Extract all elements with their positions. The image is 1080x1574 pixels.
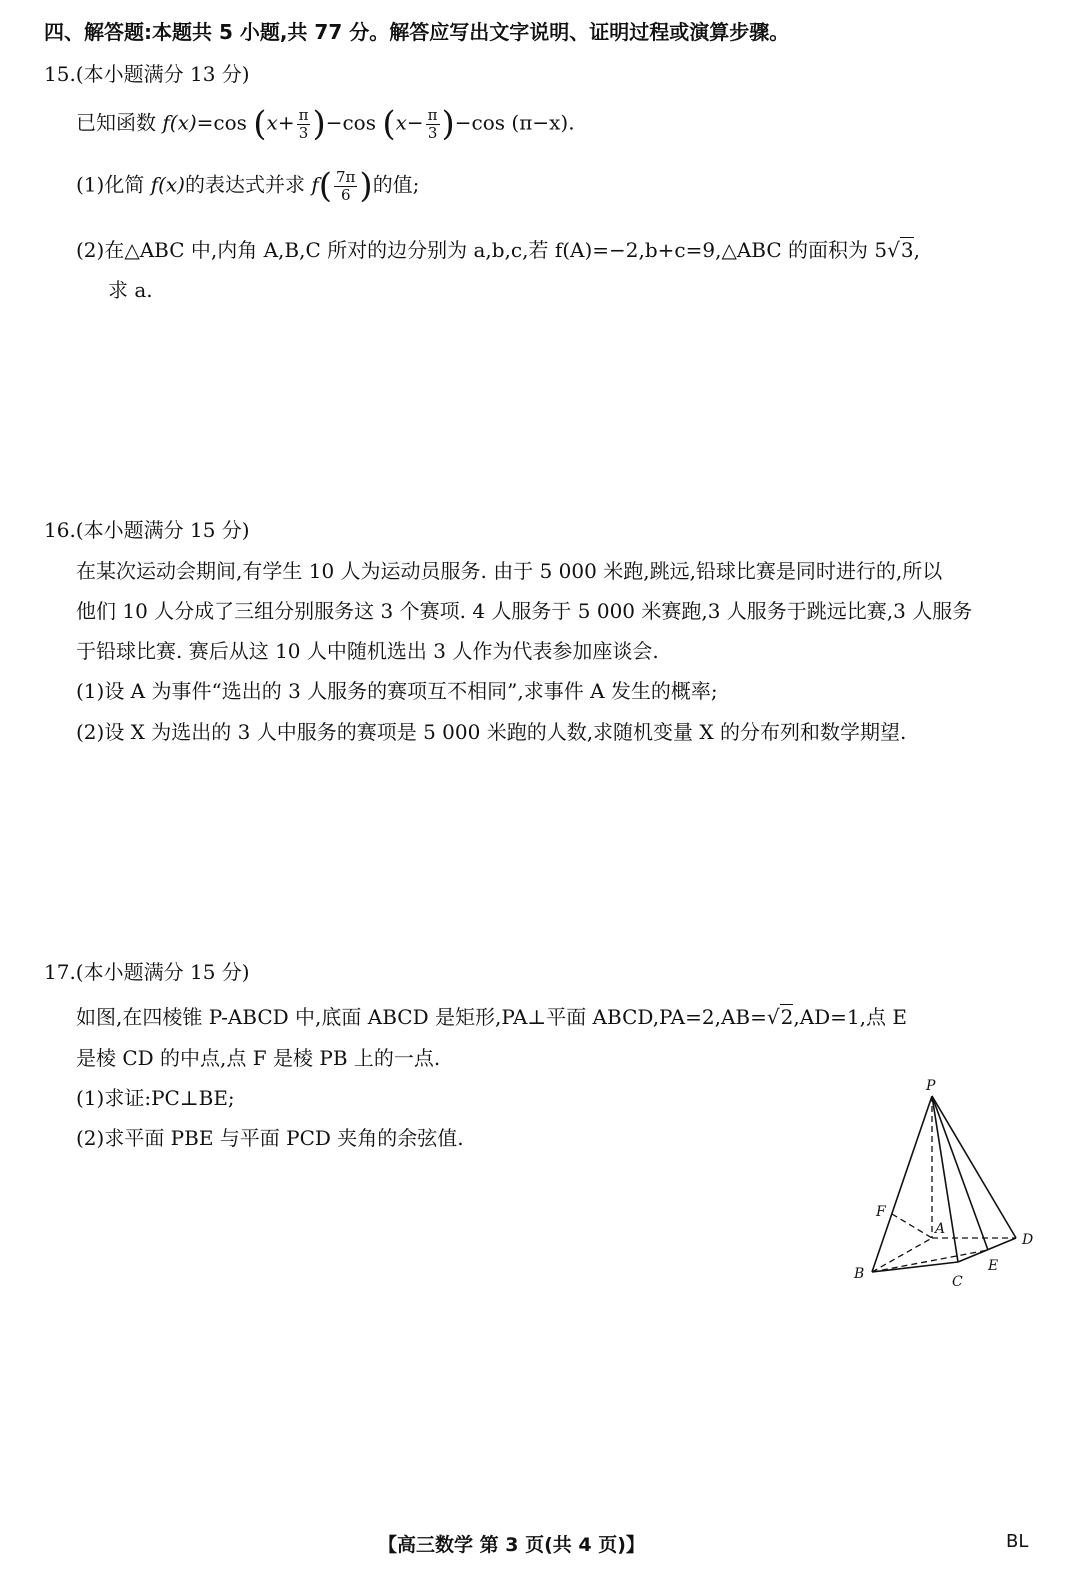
q15-frac1: $\frac{\pi}{3}$ bbox=[298, 105, 309, 142]
q16-line3: 于铅球比赛. 赛后从这 10 人中随机选出 3 人作为代表参加座谈会. bbox=[76, 639, 659, 663]
q17-line2: 是棱 CD 的中点,点 F 是棱 PB 上的一点. bbox=[76, 1046, 441, 1070]
q16-line1: 在某次运动会期间,有学生 10 人为运动员服务. 由于 5 000 米跑,跳远,铅球比赛是同时进行的,所以 bbox=[76, 559, 943, 583]
label-c: C bbox=[952, 1274, 963, 1290]
q16-part2: (2)设 X 为选出的 3 人中服务的赛项是 5 000 米跑的人数,求随机变量 X 的分布列和数学期望. bbox=[76, 720, 907, 744]
q15-header: 15.(本小题满分 13 分) bbox=[44, 62, 250, 86]
q15-part1: (1)化简 f(x)的表达式并求 f( $\frac{7\pi}{6}$ )的值; bbox=[76, 166, 420, 206]
label-a: A bbox=[935, 1221, 946, 1237]
q15-fx: f(x) bbox=[162, 110, 197, 135]
q16-line2: 他们 10 人分成了三组分别服务这 3 个赛项. 4 人服务于 5 000 米赛跑,3 人服务于跳远比赛,3 人服务 bbox=[76, 599, 973, 623]
pyramid-figure bbox=[840, 1070, 1050, 1300]
q15-frac2: $\frac{\pi}{3}$ bbox=[427, 105, 438, 142]
q15-stem: 已知函数 f(x)=cos (x+ $\frac{\pi}{3}$ )−cos (x− $\frac{\pi}{3}$ )−cos (π−x). bbox=[76, 104, 575, 144]
q16-header: 16.(本小题满分 15 分) bbox=[44, 518, 250, 542]
q15-tail: −cos (π−x). bbox=[454, 110, 575, 135]
label-p: P bbox=[926, 1078, 936, 1094]
q15-cos2: −cos bbox=[325, 110, 376, 135]
label-e: E bbox=[988, 1258, 999, 1274]
label-f: F bbox=[876, 1204, 886, 1220]
label-b: B bbox=[854, 1266, 865, 1282]
section-heading: 四、解答题:本题共 5 小题,共 77 分。解答应写出文字说明、证明过程或演算步骤。 bbox=[44, 20, 790, 44]
q15-arg1: x+ bbox=[266, 110, 295, 135]
q15-part2-line2: 求 a. bbox=[108, 278, 153, 302]
q16-part1: (1)设 A 为事件“选出的 3 人服务的赛项互不相同”,求事件 A 发生的概率; bbox=[76, 679, 718, 703]
q15-stem-intro: 已知函数 bbox=[76, 110, 163, 135]
page-code: BL bbox=[1006, 1531, 1029, 1552]
label-d: D bbox=[1022, 1232, 1034, 1248]
q15-arg2: x− bbox=[395, 110, 424, 135]
q17-part2: (2)求平面 PBE 与平面 PCD 夹角的余弦值. bbox=[76, 1126, 464, 1150]
q17-header: 17.(本小题满分 15 分) bbox=[44, 960, 250, 984]
q17-line1: 如图,在四棱锥 P-ABCD 中,底面 ABCD 是矩形,PA⊥平面 ABCD,PA=2,AB=√2,AD=1,点 E bbox=[76, 1005, 907, 1029]
page-footer: 【高三数学 第 3 页(共 4 页)】 bbox=[378, 1534, 645, 1556]
q15-part1-frac: $\frac{7\pi}{6}$ bbox=[336, 167, 356, 204]
q15-part2-line1: (2)在△ABC 中,内角 A,B,C 所对的边分别为 a,b,c,若 f(A)=−2,b+c=9,△ABC 的面积为 5√3, bbox=[76, 238, 920, 262]
q17-part1: (1)求证:PC⊥BE; bbox=[76, 1086, 235, 1110]
q15-cos1: =cos bbox=[196, 110, 247, 135]
